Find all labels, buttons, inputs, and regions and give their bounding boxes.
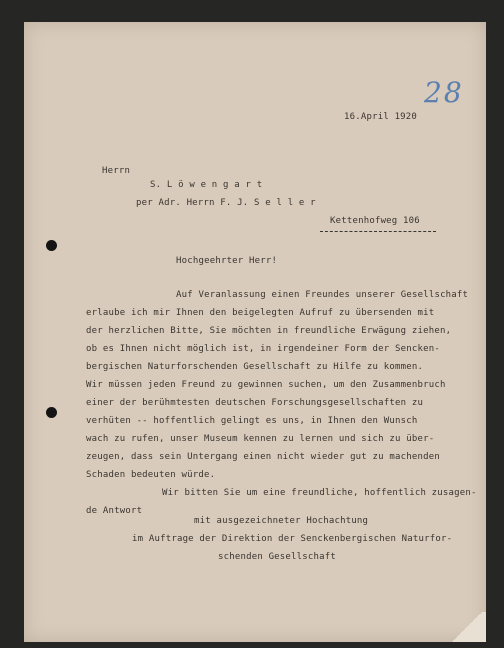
body-line: erlaube ich mir Ihnen den beigelegten Aufruf zu übersenden mit bbox=[86, 308, 435, 318]
recipient-street: Kettenhofweg 106 bbox=[330, 216, 420, 226]
signature-line: schenden Gesellschaft bbox=[218, 552, 336, 562]
body-line: Wir müssen jeden Freund zu gewinnen suchen, um den Zusammenbruch bbox=[86, 380, 446, 390]
punch-hole-icon bbox=[46, 407, 57, 418]
recipient-care-of: per Adr. Herrn F. J. S e l l e r bbox=[136, 198, 316, 208]
letter-page bbox=[24, 22, 486, 642]
body-line: ob es Ihnen nicht möglich ist, in irgendeiner Form der Sencken- bbox=[86, 344, 440, 354]
punch-hole-icon bbox=[46, 240, 57, 251]
street-underline bbox=[320, 231, 436, 232]
greeting: Hochgeehrter Herr! bbox=[176, 256, 278, 266]
folded-corner bbox=[448, 612, 486, 642]
body-line: de Antwort bbox=[86, 506, 143, 516]
body-line: Wir bitten Sie um eine freundliche, hoffentlich zusagen- bbox=[162, 488, 477, 498]
letter-date: 16.April 1920 bbox=[344, 112, 418, 122]
closing-phrase: mit ausgezeichneter Hochachtung bbox=[194, 516, 369, 526]
body-line: der herzlichen Bitte, Sie möchten in freundliche Erwägung ziehen, bbox=[86, 326, 452, 336]
body-line: einer der berühmtesten deutschen Forschungsgesellschaften zu bbox=[86, 398, 424, 408]
body-line: bergischen Naturforschenden Gesellschaft zu Hilfe zu kommen. bbox=[86, 362, 424, 372]
body-line: wach zu rufen, unser Museum kennen zu lernen und sich zu über- bbox=[86, 434, 435, 444]
signature-line: im Auftrage der Direktion der Senckenbergischen Naturfor- bbox=[132, 534, 453, 544]
recipient-salutation: Herrn bbox=[102, 166, 131, 176]
body-line: zeugen, dass sein Untergang einen nicht wieder gut zu machenden bbox=[86, 452, 440, 462]
page-number: 28 bbox=[424, 76, 464, 109]
body-line: Schaden bedeuten würde. bbox=[86, 470, 216, 480]
body-line: Auf Veranlassung einen Freundes unserer Gesellschaft bbox=[176, 290, 469, 300]
recipient-name: S. L ö w e n g a r t bbox=[150, 180, 263, 190]
body-line: verhüten -- hoffentlich gelingt es uns, in Ihnen den Wunsch bbox=[86, 416, 418, 426]
